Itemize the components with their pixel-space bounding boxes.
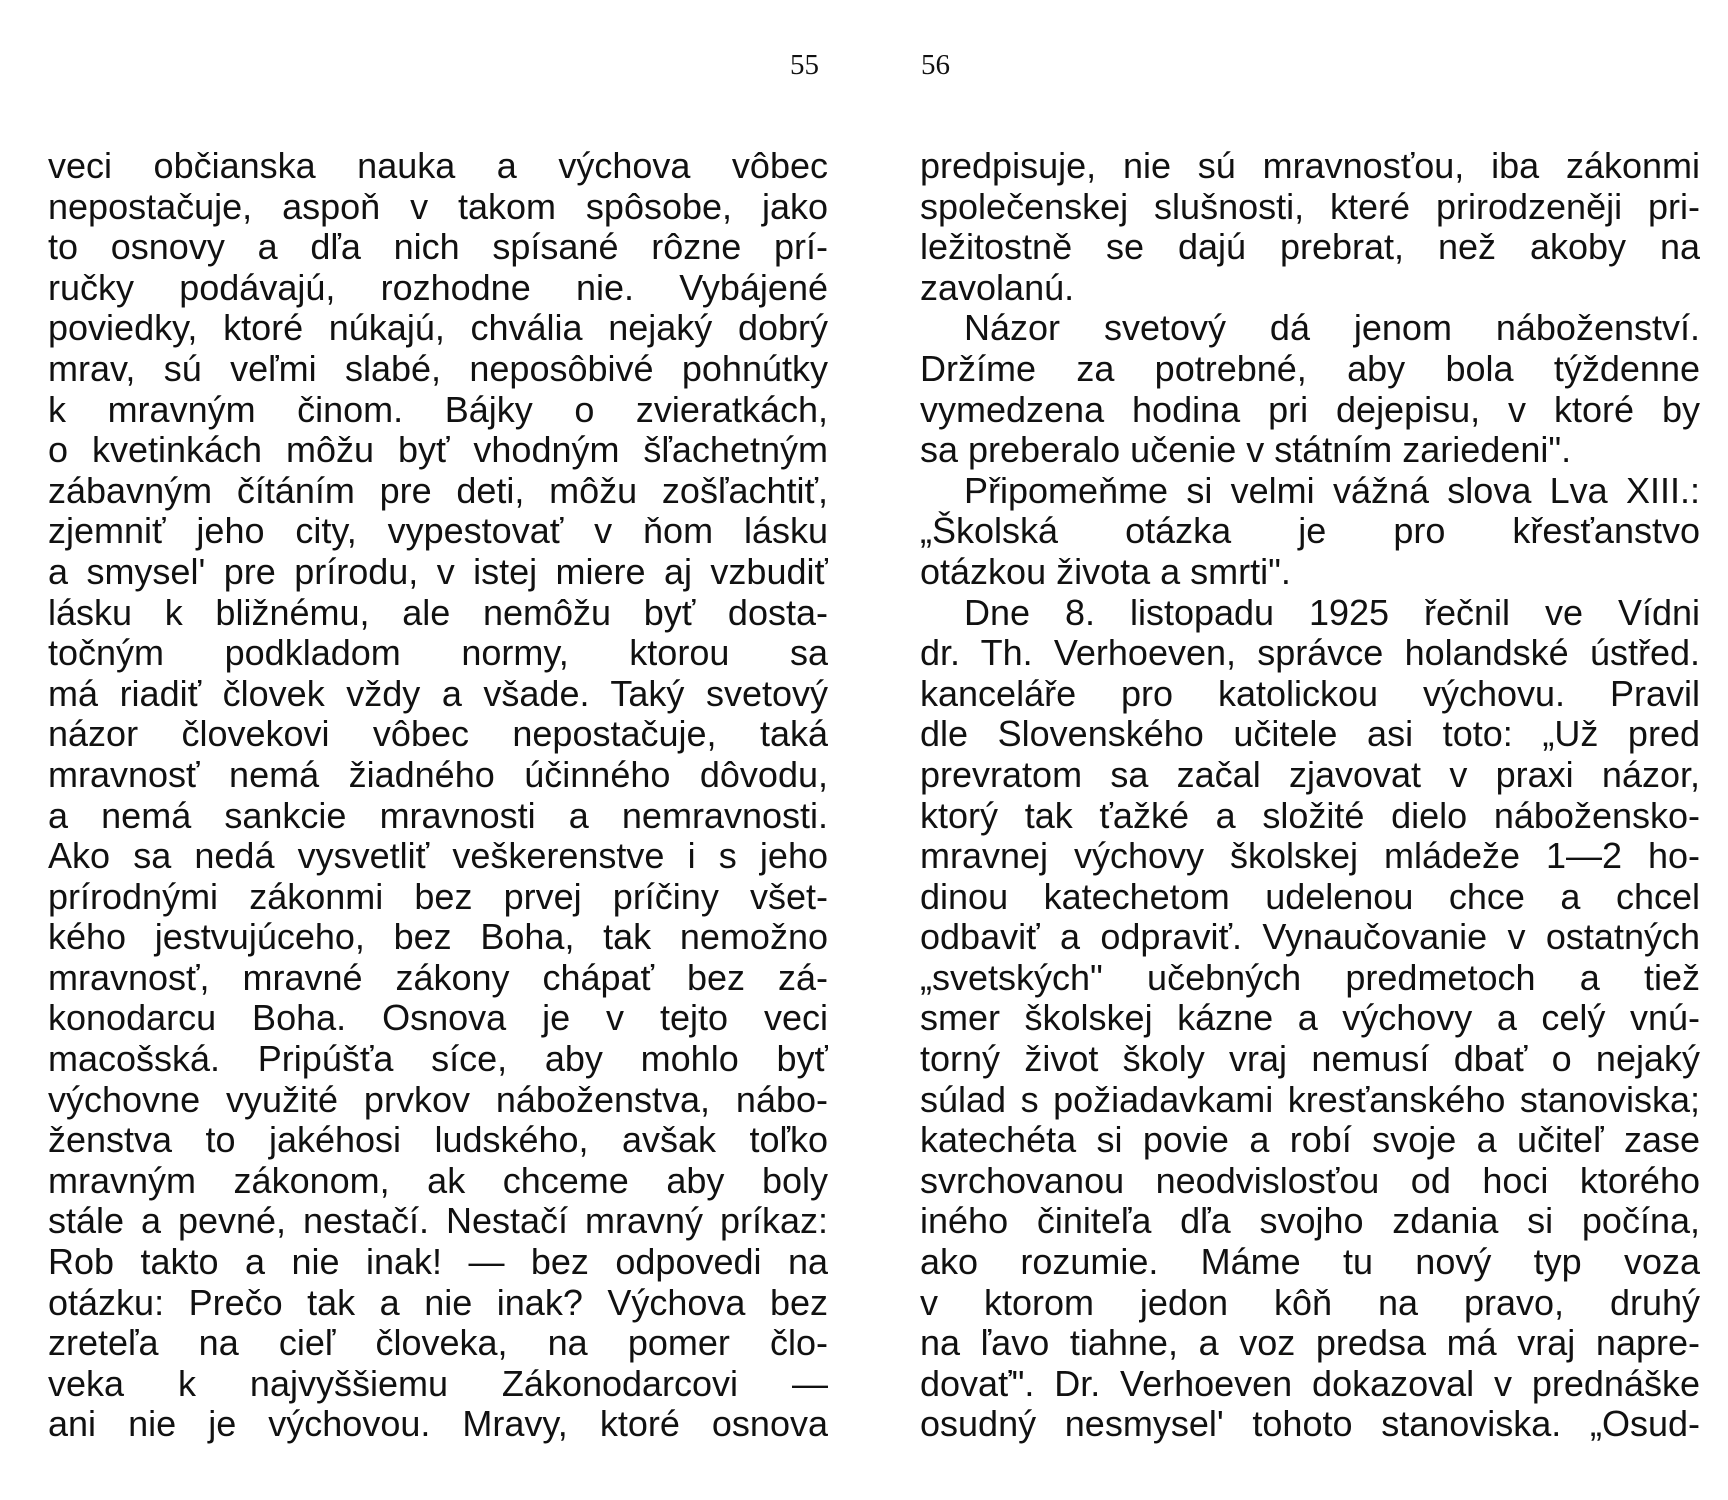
text-line: Rob takto a nie inak! — bez odpovedi na [48,1242,828,1283]
text-line: k mravným činom. Bájky o zvieratkách, [48,389,828,430]
text-line: a smysel' pre prírodu, v istej miere aj vzbudiť [48,551,828,592]
text-line: predpisuje, nie sú mravnosťou, iba zákonmi [920,146,1700,186]
text-line: veka k najvyššiemu Zákonodarcovi — [48,1363,828,1404]
text-line: společenskej slušnosti, které prirodzeněji pri- [920,186,1700,227]
text-line: a nemá sankcie mravnosti a nemravnosti. [48,795,828,836]
text-line: zreteľa na cieľ človeka, na pomer člo- [48,1323,828,1364]
text-line: konodarcu Boha. Osnova je v tejto veci [48,998,828,1039]
text-line: prevratom sa začal zjavovat v praxi názor, [920,754,1700,795]
text-line: súlad s požiadavkami kresťanského stanoviska; [920,1079,1700,1120]
text-line: stále a pevné, nestačí. Nestačí mravný príkaz: [48,1201,828,1242]
text-line: o kvetinkách môžu byť vhodným šľachetným [48,430,828,471]
text-line: smer školskej kázne a výchovy a celý vnú- [920,998,1700,1039]
text-line: zjemniť jeho city, vypestovať v ňom lásku [48,511,828,552]
text-line: Ako sa nedá vysvetliť veškerenstve i s jeho [48,836,828,877]
text-line: zavolanú. [920,267,1075,308]
text-line: ručky podávajú, rozhodne nie. Vybájené [48,267,828,308]
text-line: dovať". Dr. Verhoeven dokazoval v prednáške [920,1363,1700,1404]
text-line: poviedky, ktoré núkajú, chvália nejaký dobrý [48,308,828,349]
text-line: prírodnými zákonmi bez prvej príčiny všet- [48,876,828,917]
text-line: osudný nesmysel' tohoto stanoviska. „Osud- [920,1404,1700,1445]
left-page-text [48,146,828,1445]
text-line: kého jestvujúceho, bez Boha, tak nemožno [48,917,828,958]
text-line: točným podkladom normy, ktorou sa [48,633,828,674]
text-line: má riadiť človek vždy a všade. Taký svetový [48,673,828,714]
text-line: katechéta si povie a robí svoje a učiteľ zase [920,1120,1700,1161]
text-line: kanceláře pro katolickou výchovu. Pravil [920,673,1700,714]
text-line: ktorý tak ťažké a složité dielo nábožensko- [920,795,1700,836]
text-line: mravným zákonom, ak chceme aby boly [48,1160,828,1201]
text-line: ako rozumie. Máme tu nový typ voza [920,1242,1700,1283]
text-line: Držíme za potrebné, aby bola týždenne [920,348,1700,389]
text-line: torný život školy vraj nemusí dbať o nejaký [920,1039,1700,1080]
text-line: iného činiteľa dľa svojho zdania si počína, [920,1201,1700,1242]
text-line: to osnovy a dľa nich spísané rôzne prí- [48,227,828,268]
text-line: otázku: Prečo tak a nie inak? Výchova bez [48,1282,828,1323]
text-line: dle Slovenského učitele asi toto: „Už pred [920,714,1700,755]
text-line: svrchovanou neodvislosťou od hoci ktorého [920,1160,1700,1201]
text-line: ležitostně se dajú prebrat, než akoby na [920,227,1700,268]
right-page-text [920,146,1700,1445]
text-line: vymedzena hodina pri dejepisu, v ktoré by [920,389,1700,430]
text-line: názor človekovi vôbec nepostačuje, taká [48,714,828,755]
text-line: nepostačuje, aspoň v takom spôsobe, jako [48,186,828,227]
text-line: Připomeňme si velmi vážná slova Lva XIII.: [964,470,1700,511]
text-line: zábavným čítáním pre deti, môžu zošľachtiť, [48,470,828,511]
text-line: mrav, sú veľmi slabé, neposôbivé pohnútky [48,348,828,389]
text-line: macošská. Pripúšťa síce, aby mohlo byť [48,1039,828,1080]
page-number-right: 56 [921,49,950,81]
text-line: Názor svetový dá jenom náboženství. [964,308,1700,349]
text-line: ani nie je výchovou. Mravy, ktoré osnova [48,1404,828,1445]
text-line: mravnosť nemá žiadného účinného dôvodu, [48,754,828,795]
text-line: „svetských" učebných predmetoch a tiež [920,957,1700,998]
text-line: výchovne využité prvkov náboženstva, nábo- [48,1079,828,1120]
text-line: veci občianska nauka a výchova vôbec [48,146,828,186]
text-line: dr. Th. Verhoeven, správce holandské ústřed. [920,633,1700,674]
text-line: v ktorom jedon kôň na pravo, druhý [920,1282,1700,1323]
text-line: ženstva to jakéhosi ludského, avšak toľko [48,1120,828,1161]
text-line: „Školská otázka je pro křesťanstvo [920,511,1700,552]
text-line: otázkou života a smrti". [920,551,1291,592]
page-number-left: 55 [790,49,819,81]
text-line: na ľavo tiahne, a voz predsa má vraj napre- [920,1323,1700,1364]
text-line: Dne 8. listopadu 1925 řečnil ve Vídni [964,592,1700,633]
text-line: odbaviť a odpraviť. Vynaučovanie v ostatných [920,917,1700,958]
text-line: mravnej výchovy školskej mládeže 1—2 ho- [920,836,1700,877]
text-line: lásku k bližnému, ale nemôžu byť dosta- [48,592,828,633]
text-line: sa preberalo učenie v státním zariedeni". [920,430,1572,471]
text-line: mravnosť, mravné zákony chápať bez zá- [48,957,828,998]
text-line: dinou katechetom udelenou chce a chcel [920,876,1700,917]
